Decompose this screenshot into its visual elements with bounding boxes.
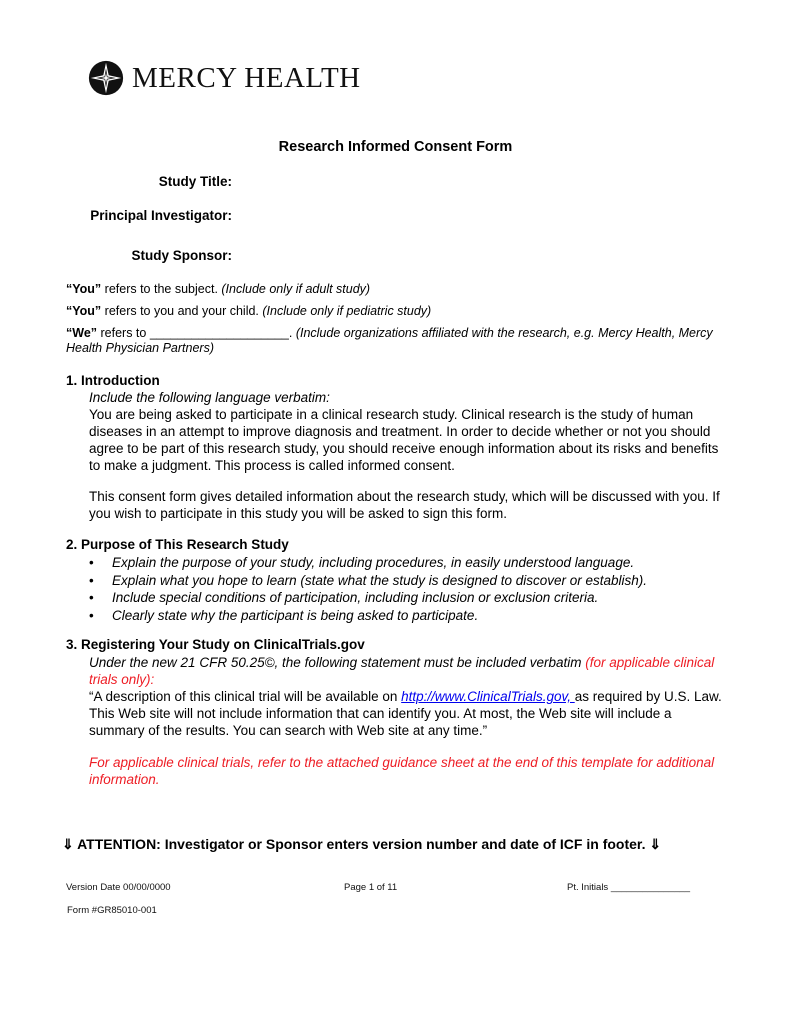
intro-paragraph-1: You are being asked to participate in a clinical research study. Clinical research is the study of human diseases in an attempt to improve diagnosis and treatment. In order to decide whether or not you should agree to be part of this research study, you should receive enough information about its risks and benefits to make a judgment. This process is called informed consent. [89, 407, 719, 473]
study-title-label: Study Title: [158, 174, 232, 189]
footer-form-number: Form #GR85010-001 [67, 905, 157, 916]
purpose-bullet: • Include special conditions of participation, including inclusion or exclusion criteria. [89, 589, 647, 607]
definition-text: refers to you and your child. [101, 304, 263, 318]
statement-text-after: as required by U.S. Law. This Web site will not include information that can identify you. At most, the Web site will include a summary of the results. You can search with Web site at any time.” [89, 689, 722, 738]
footer-page-number: Page 1 of 11 [344, 882, 398, 893]
registering-instruction-text: Under the new 21 CFR 50.25©, the following statement must be included verbatim [89, 655, 586, 670]
registering-instruction-note: (for applicable clinical trials only): [89, 655, 715, 687]
purpose-bullet-list [89, 554, 647, 624]
mercy-health-logo [88, 58, 361, 98]
footer-version-date: Version Date 00/00/0000 [66, 882, 171, 893]
clinicaltrials-link[interactable]: http://www.ClinicalTrials.gov, [401, 689, 575, 704]
intro-paragraph-2: This consent form gives detailed information about the research study, which will be discussed with you. If you wish to participate in this study you will be asked to sign this form. [89, 489, 720, 521]
definition-note: (Include only if adult study) [221, 282, 371, 296]
attention-label: ATTENTION: [77, 836, 161, 852]
attention-notice [62, 836, 661, 853]
definition-you-adult [66, 282, 726, 297]
definition-note: (Include organizations affiliated with the research, e.g. Mercy Health, Mercy Health Physician Partners) [66, 326, 713, 355]
registering-instruction [89, 654, 729, 688]
section-heading-purpose: 2. Purpose of This Research Study [66, 537, 289, 552]
mercy-cross-icon [88, 60, 124, 96]
clinicaltrials-statement [89, 688, 729, 739]
definition-we [66, 326, 726, 356]
logo-text: MERCY HEALTH [132, 61, 361, 94]
definition-text: refers to the subject. [101, 282, 222, 296]
intro-instruction: Include the following language verbatim: [89, 390, 330, 405]
definition-term: “You” [66, 282, 102, 296]
purpose-bullet: • Explain the purpose of your study, including procedures, in easily understood language. [89, 554, 647, 572]
attention-text: Investigator or Sponsor enters version number and date of ICF in footer. [160, 836, 650, 852]
definition-you-pediatric [66, 304, 726, 319]
footer-patient-initials: Pt. Initials _______________ [567, 882, 691, 893]
definition-text: refers to ____________________. [97, 326, 296, 340]
definition-term: “You” [66, 304, 102, 318]
principal-investigator-label: Principal Investigator: [90, 208, 232, 223]
section-heading-registering: 3. Registering Your Study on ClinicalTrials.gov [66, 637, 365, 652]
definition-note: (Include only if pediatric study) [262, 304, 432, 318]
statement-text-before: “A description of this clinical trial will be available on [89, 689, 402, 704]
purpose-bullet: • Explain what you hope to learn (state what the study is designed to discover or establish). [89, 572, 647, 590]
document-title [0, 139, 791, 155]
purpose-bullet: • Clearly state why the participant is being asked to participate. [89, 607, 647, 625]
down-double-arrow-icon: ⇓ [62, 836, 74, 852]
section-heading-introduction: 1. Introduction [66, 373, 160, 388]
down-double-arrow-icon: ⇓ [649, 836, 662, 852]
guidance-note: For applicable clinical trials, refer to the attached guidance sheet at the end of this template for additional information. [89, 755, 715, 787]
document-title-text: Research Informed Consent Form [278, 139, 513, 155]
study-sponsor-label: Study Sponsor: [131, 248, 232, 263]
definition-term: “We” [66, 326, 98, 340]
